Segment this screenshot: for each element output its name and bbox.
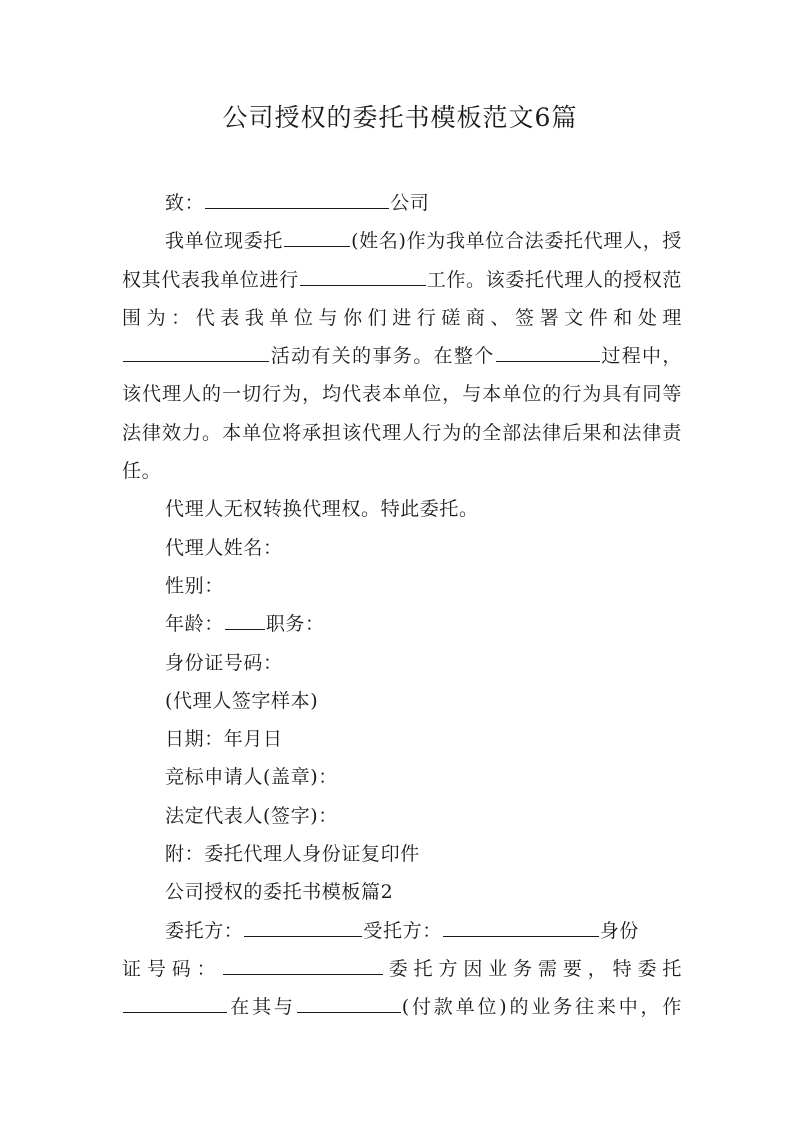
document-title: 公司授权的委托书模板范文6篇 bbox=[222, 103, 578, 132]
agent-name-field: 代理人姓名： bbox=[165, 536, 283, 559]
dealings-tail-text: (付款单位)的业务往来中，作 bbox=[401, 996, 682, 1019]
addressee-prefix: 致： bbox=[165, 192, 205, 214]
para1-text-1: 我单位现委托 bbox=[165, 230, 284, 253]
age-blank bbox=[225, 609, 265, 630]
age-label: 年龄： bbox=[165, 613, 224, 636]
section-2-parties-line bbox=[122, 912, 682, 950]
para1-text-4: 活动有关的事务。在整个 bbox=[270, 345, 495, 368]
id-number-blank bbox=[223, 954, 383, 975]
date-field: 日期：年月日 bbox=[165, 728, 283, 751]
attachment-note: 附：委托代理人身份证复印件 bbox=[165, 843, 420, 866]
section-2-heading: 公司授权的委托书模板篇2 bbox=[165, 881, 394, 904]
gender-field: 性别： bbox=[165, 574, 224, 597]
activity-blank bbox=[123, 341, 269, 362]
addressee-suffix: 公司 bbox=[390, 192, 430, 214]
process-blank bbox=[496, 341, 600, 362]
delegate-blank bbox=[123, 992, 227, 1013]
id-number-field: 身份证号码： bbox=[165, 651, 283, 674]
bidder-seal-field: 竞标申请人(盖章)： bbox=[165, 766, 338, 789]
id-label-part1: 身份 bbox=[599, 919, 640, 942]
dealings-with-text: 在其与 bbox=[228, 996, 296, 1019]
company-name-blank bbox=[205, 188, 389, 209]
principal-label: 委托方： bbox=[165, 919, 244, 942]
id-label-part2: 证号码： bbox=[122, 957, 222, 980]
para1-text-2: (姓名)作为我单位合法委托代理人，授权其代表我单位进行 bbox=[122, 230, 682, 291]
agent-name-blank bbox=[284, 226, 350, 247]
position-label: 职务： bbox=[265, 613, 325, 636]
section-2-dealings-line bbox=[122, 988, 682, 1026]
document-body bbox=[122, 184, 682, 1027]
paying-unit-blank bbox=[297, 992, 401, 1013]
legal-representative-field: 法定代表人(签字)： bbox=[165, 804, 338, 827]
agent-label: 受托方： bbox=[363, 919, 442, 942]
age-position-field bbox=[122, 605, 682, 643]
authorization-paragraph bbox=[122, 222, 682, 490]
work-blank bbox=[300, 265, 426, 286]
section-2-id-line bbox=[122, 950, 682, 988]
addressee-line bbox=[122, 184, 682, 222]
principal-blank bbox=[244, 916, 362, 937]
para1-text-5: 过程中，该代理人的一切行为，均代表本单位，与本单位的行为具有同等法律效力。本单位将承担该代理人行为的全部法律后果和法律责任。 bbox=[122, 345, 682, 483]
business-reason-text: 委托方因业务需要，特委托 bbox=[383, 957, 682, 980]
para1-text-3: 工作。该委托代理人的授权范围为：代表我单位与你们进行磋商、签署文件和处理 bbox=[122, 268, 682, 329]
no-transfer-paragraph: 代理人无权转换代理权。特此委托。 bbox=[165, 498, 479, 521]
agent-blank bbox=[443, 916, 599, 937]
signature-sample: (代理人签字样本) bbox=[165, 689, 319, 712]
